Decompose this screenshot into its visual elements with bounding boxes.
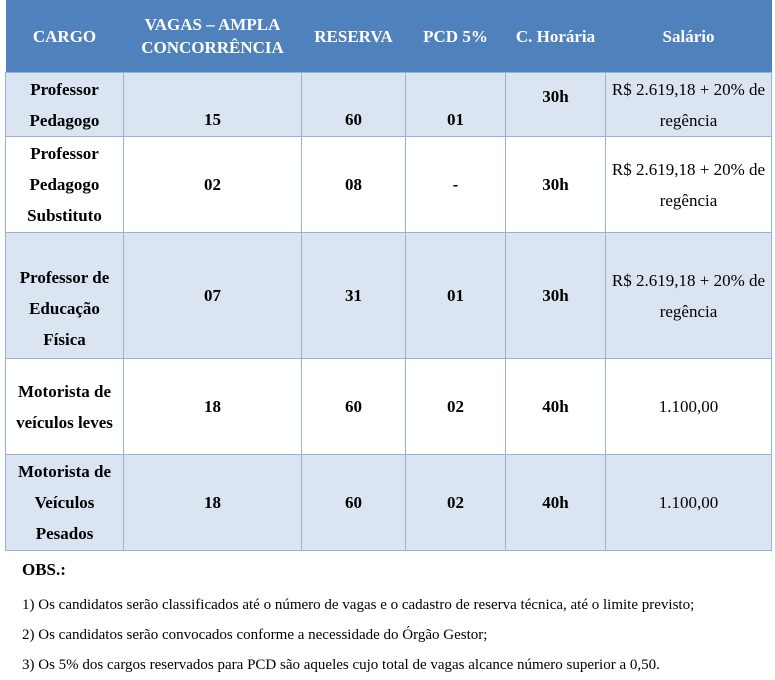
cell-reserva: 60 (302, 455, 406, 551)
observations (22, 560, 772, 680)
table-row (6, 73, 772, 137)
obs-item: 1) Os candidatos serão classificados até o número de vagas e o cadastro de reserva técnica, até o limite previsto; (22, 597, 695, 613)
cell-reserva: 08 (302, 137, 406, 233)
cell-pcd: 01 (406, 233, 506, 359)
cell-pcd: 02 (406, 359, 506, 455)
cell-reserva: 60 (302, 359, 406, 455)
header-reserva: RESERVA (302, 0, 406, 73)
vagas-table-wrapper (5, 0, 771, 551)
table-row (6, 137, 772, 233)
cell-horaria: 30h (506, 233, 606, 359)
header-pcd: PCD 5% (406, 0, 506, 73)
header-vagas: VAGAS – AMPLA CONCORRÊNCIA (124, 0, 302, 73)
header-cargo: CARGO (6, 0, 124, 73)
header-carga-horaria: C. Horária (506, 0, 606, 73)
cell-vagas: 02 (124, 137, 302, 233)
cell-horaria: 40h (506, 359, 606, 455)
cell-salario: R$ 2.619,18 + 20% de regência (606, 233, 772, 359)
cell-pcd: 01 (406, 73, 506, 137)
cell-reserva: 60 (302, 73, 406, 137)
cell-cargo: Professor Pedagogo Substituto (6, 137, 124, 233)
cell-pcd: 02 (406, 455, 506, 551)
cell-horaria: 40h (506, 455, 606, 551)
cell-salario: R$ 2.619,18 + 20% de regência (606, 137, 772, 233)
cell-salario: 1.100,00 (606, 455, 772, 551)
cell-salario: 1.100,00 (606, 359, 772, 455)
cell-horaria: 30h (506, 137, 606, 233)
cell-cargo: Motorista de Veículos Pesados (6, 455, 124, 551)
obs-item: 2) Os candidatos serão convocados conforme a necessidade do Órgão Gestor; (22, 627, 488, 643)
table-header-row (6, 0, 772, 73)
cell-horaria: 30h (506, 73, 606, 137)
cell-cargo: Motorista de veículos leves (6, 359, 124, 455)
cell-pcd: - (406, 137, 506, 233)
cell-cargo: Professor de Educação Física (6, 233, 124, 359)
cell-vagas: 07 (124, 233, 302, 359)
vagas-table (5, 0, 772, 551)
cell-salario: R$ 2.619,18 + 20% de regência (606, 73, 772, 137)
table-row (6, 359, 772, 455)
cell-reserva: 31 (302, 233, 406, 359)
cell-vagas: 18 (124, 359, 302, 455)
obs-title: OBS.: (22, 560, 66, 579)
table-row (6, 455, 772, 551)
table-row (6, 233, 772, 359)
cell-vagas: 18 (124, 455, 302, 551)
header-salario: Salário (606, 0, 772, 73)
obs-item: 3) Os 5% dos cargos reservados para PCD são aqueles cujo total de vagas alcance número superior a 0,50. (22, 657, 660, 673)
cell-cargo: Professor Pedagogo (6, 73, 124, 137)
cell-vagas: 15 (124, 73, 302, 137)
